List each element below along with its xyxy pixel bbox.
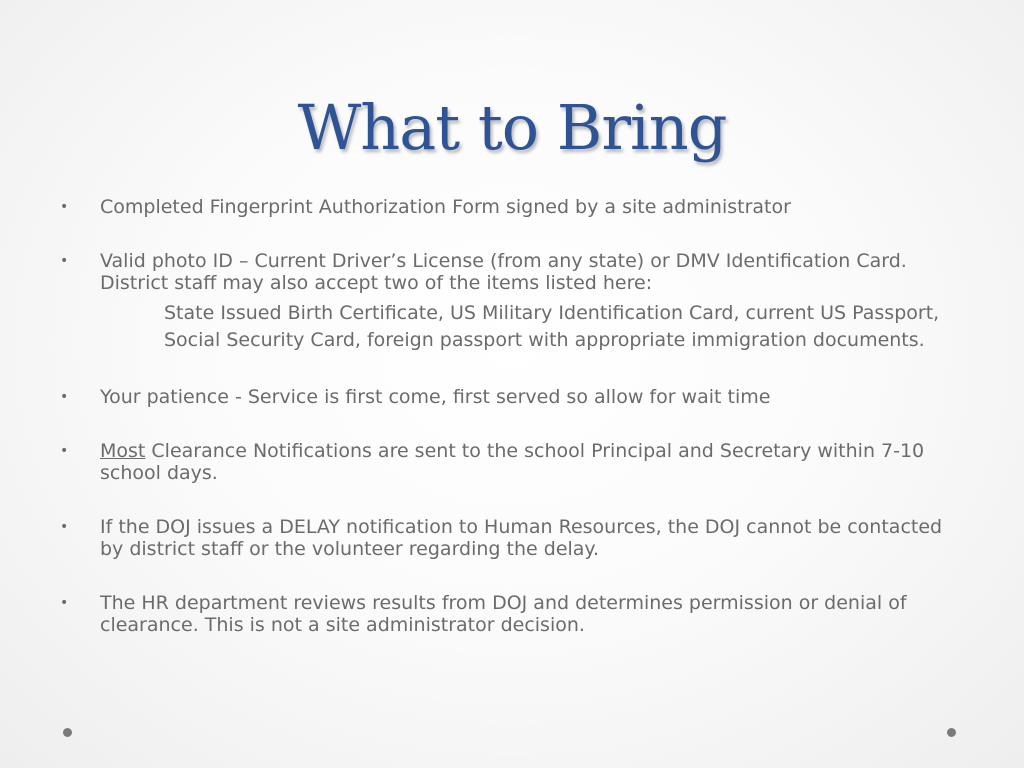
bullet-item-photo-id [60,250,970,354]
bullet-item-hr-review [60,592,970,636]
bullet-text: Completed Fingerprint Authorization Form signed by a site administrator [100,196,791,218]
bullet-item-clearance-notifications [60,440,970,484]
underlined-word: Most [100,440,146,462]
accepted-documents-list: State Issued Birth Certificate, US Military Identification Card, current US Passport, Social Security Card, foreign passport with appropriate immigration documents. [164,302,940,351]
bullet-text: Valid photo ID – Current Driver’s License (from any state) or DMV Identification Card. District staff may also accept two of the items listed here: [100,250,907,294]
bullet-icon: • [60,389,69,405]
bullet-icon: • [60,595,69,611]
bullet-text: The HR department reviews results from DOJ and determines permission or denial of clearance. This is not a site administrator decision. [100,592,907,636]
bullet-list [60,196,970,668]
corner-dot-icon [947,728,956,737]
bullet-icon: • [60,199,69,215]
bullet-text: If the DOJ issues a DELAY notification to Human Resources, the DOJ cannot be contacted by district staff or the volunteer regarding the delay. [100,516,943,560]
bullet-item-patience [60,386,970,408]
corner-dot-icon [63,728,72,737]
bullet-text: Clearance Notifications are sent to the school Principal and Secretary within 7-10 school days. [100,440,925,484]
bullet-item-fingerprint-form [60,196,970,218]
bullet-item-doj-delay [60,516,970,560]
bullet-icon: • [60,443,69,459]
bullet-icon: • [60,519,69,535]
bullet-icon: • [60,253,69,269]
slide-title: What to Bring [297,91,727,164]
bullet-text: Your patience - Service is first come, first served so allow for wait time [100,386,771,408]
